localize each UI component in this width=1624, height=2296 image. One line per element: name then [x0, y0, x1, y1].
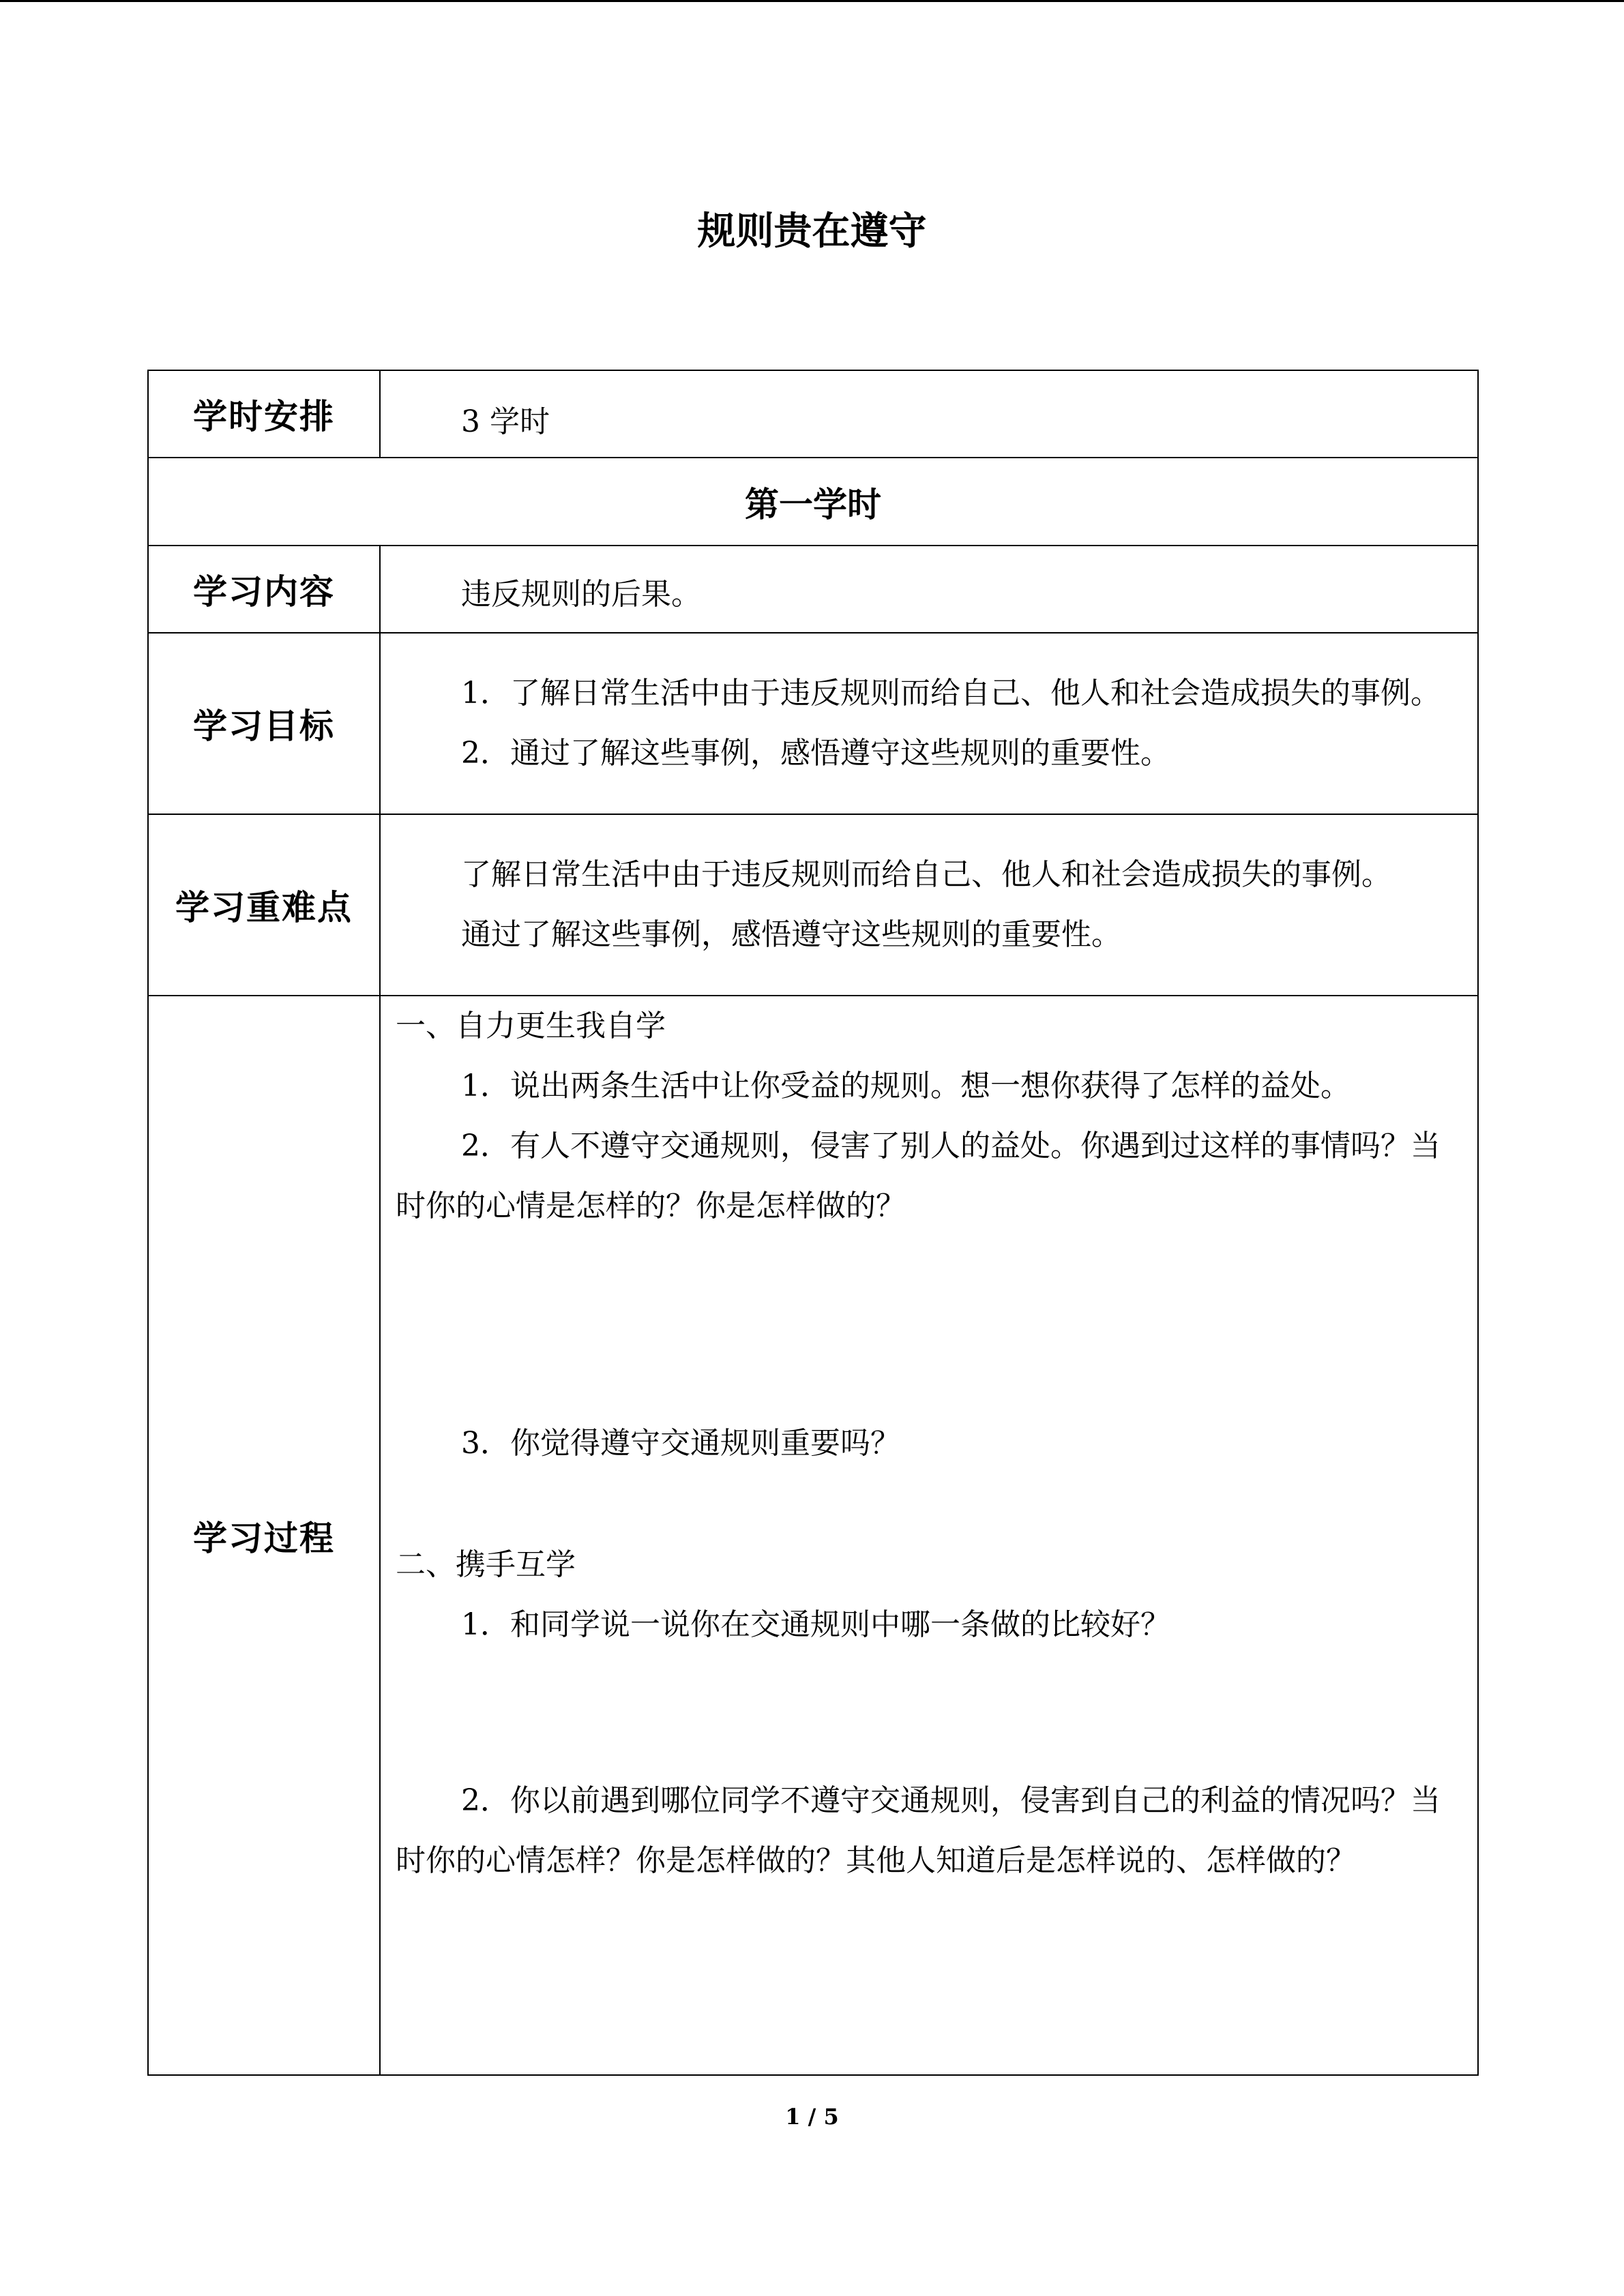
goals-row [148, 633, 1478, 814]
answer-space [396, 1655, 1462, 1771]
goals-label: 学习目标 [148, 633, 380, 814]
goal-item: 2．通过了解这些事例，感悟遵守这些规则的重要性。 [461, 736, 1170, 771]
question-item: 3．你觉得遵守交通规则重要吗？ [461, 1426, 900, 1461]
schedule-value: 3 学时 [461, 404, 550, 439]
document-title: 规则贵在遵守 [697, 209, 927, 254]
goal-item: 1．了解日常生活中由于违反规则而给自己、他人和社会造成损失的事例。 [461, 676, 1441, 711]
schedule-cell [380, 370, 1478, 458]
question-item: 2．有人不遵守交通规则，侵害了别人的益处。你遇到过这样的事情吗？当时你的心情是怎样的？你是怎样做的？ [396, 1129, 1441, 1223]
key-point-item: 通过了解这些事例，感悟遵守这些规则的重要性。 [461, 917, 1121, 952]
answer-space [396, 1236, 1462, 1414]
process-cell [380, 996, 1478, 2075]
content-label: 学习内容 [148, 546, 380, 633]
top-border-rule [0, 0, 1624, 2]
process-row [148, 996, 1478, 2075]
goals-cell [380, 633, 1478, 814]
section-title: 一、自力更生我自学 [396, 1009, 666, 1043]
question-item: 1．说出两条生活中让你受益的规则。想一想你获得了怎样的益处。 [461, 1069, 1350, 1103]
process-label: 学习过程 [148, 996, 380, 2075]
page-indicator: 1 / 5 [785, 2104, 839, 2130]
key-point-item: 了解日常生活中由于违反规则而给自己、他人和社会造成损失的事例。 [461, 857, 1391, 892]
answer-space [396, 1474, 1462, 1535]
key-points-row [148, 814, 1478, 996]
session-heading: 第一学时 [148, 458, 1478, 546]
content-value: 违反规则的后果。 [461, 577, 701, 612]
content-row [148, 546, 1478, 633]
content-cell [380, 546, 1478, 633]
schedule-row [148, 370, 1478, 458]
question-item: 1．和同学说一说你在交通规则中哪一条做的比较好？ [461, 1607, 1170, 1642]
section-title: 二、携手互学 [396, 1547, 576, 1582]
key-points-cell [380, 814, 1478, 996]
key-points-label: 学习重难点 [148, 814, 380, 996]
session-heading-row [148, 458, 1478, 546]
schedule-label: 学时安排 [148, 370, 380, 458]
question-item: 2．你以前遇到哪位同学不遵守交通规则，侵害到自己的利益的情况吗？当时你的心情怎样？你是怎样做的？其他人知道后是怎样说的、怎样做的？ [396, 1783, 1441, 1878]
lesson-plan-table [147, 370, 1479, 2076]
answer-space [396, 1891, 1462, 1973]
